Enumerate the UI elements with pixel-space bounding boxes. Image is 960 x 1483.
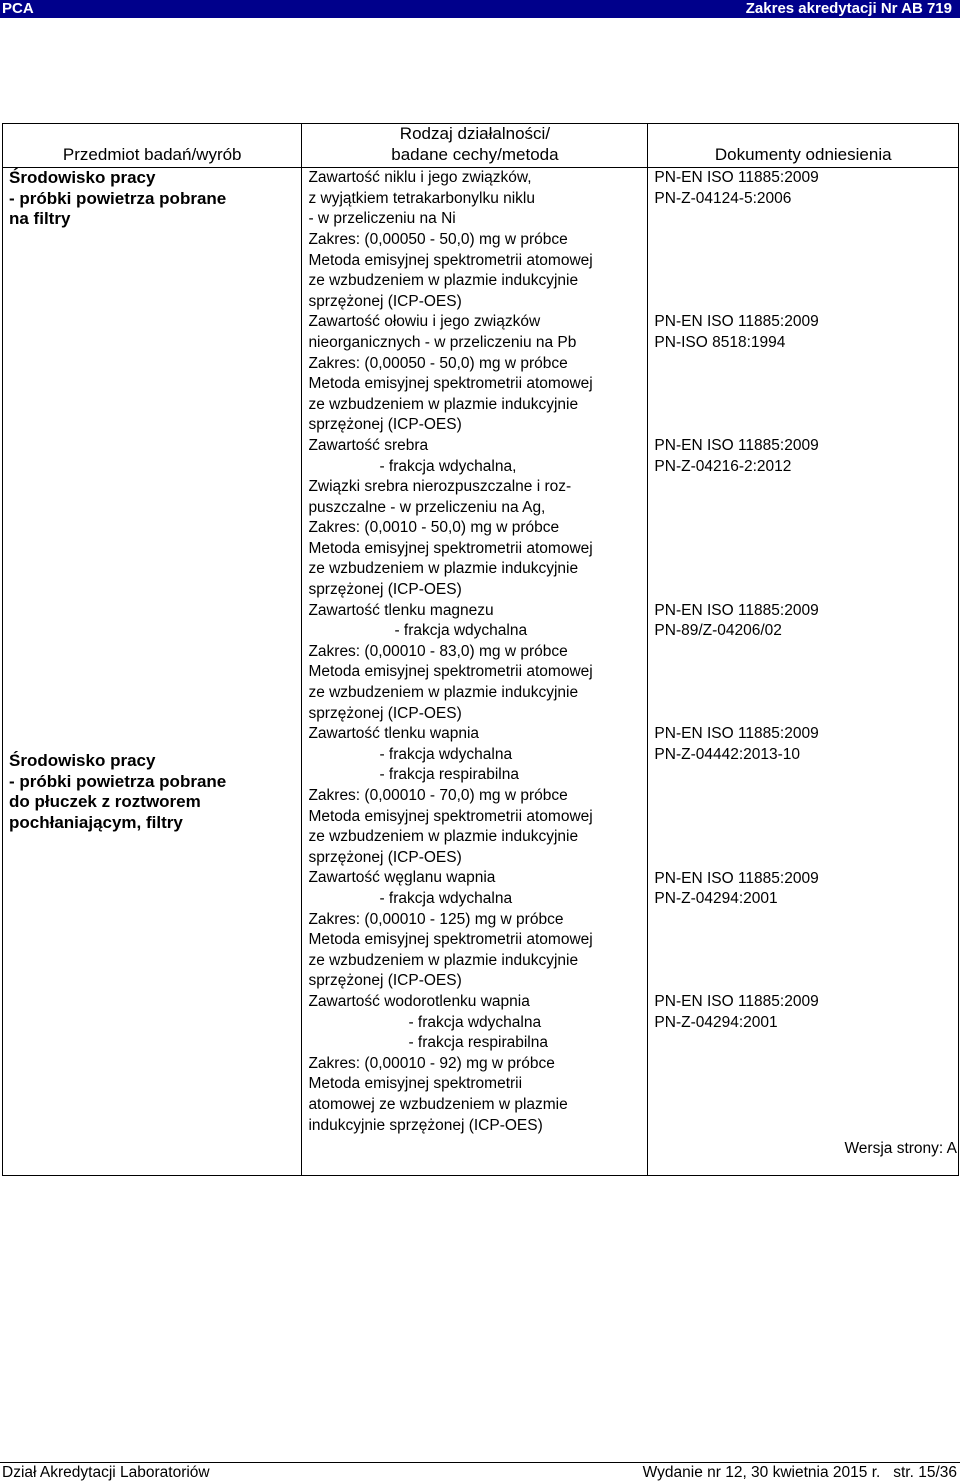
method-line: Zakres: (0,00050 - 50,0) mg w próbce: [308, 230, 568, 248]
footer-edition: Wydanie nr 12, 30 kwietnia 2015 r. str. 15/36: [642, 1464, 957, 1481]
method-line: Metoda emisyjnej spektrometrii: [308, 1075, 523, 1093]
method-line: Metoda emisyjnej spektrometrii atomowej: [308, 251, 593, 269]
method-line: ze wzbudzeniem w plazmie indukcyjnie: [308, 272, 579, 290]
reference-block: [654, 168, 818, 209]
method-line: sprzężonej (ICP-OES): [308, 416, 462, 434]
method-block: [308, 601, 641, 725]
reference-line: PN-EN ISO 11885:2009: [654, 725, 819, 743]
reference-block: [654, 869, 818, 910]
method-line: Zakres: (0,00010 - 70,0) mg w próbce: [308, 787, 568, 804]
method-line: Metoda emisyjnej spektrometrii atomowej: [308, 375, 593, 393]
reference-block: [654, 312, 818, 353]
reference-line: PN-EN ISO 11885:2009: [654, 869, 819, 887]
method-line: - frakcja respirabilna: [379, 766, 519, 784]
method-line: ze wzbudzeniem w plazmie indukcyjnie: [308, 684, 579, 702]
method-line: ze wzbudzeniem w plazmie indukcyjnie: [308, 828, 579, 846]
subject-line: pochłaniającym, filtry: [9, 812, 183, 832]
reference-line: PN-EN ISO 11885:2009: [654, 436, 819, 454]
subject-line: do płuczek z roztworem: [9, 792, 201, 812]
method-line: z wyjątkiem tetrakarbonylku niklu: [308, 189, 535, 207]
method-line: - frakcja wdychalna: [394, 622, 528, 640]
column-header-method: [302, 124, 648, 168]
method-list: [308, 168, 641, 1136]
method-line: - frakcja wdychalna,: [379, 457, 517, 475]
subject-block: [9, 168, 226, 230]
method-block: [308, 868, 641, 992]
method-line: Zakres: (0,00010 - 125) mg w próbce: [308, 910, 564, 928]
page-version: Wersja strony: A: [844, 1140, 957, 1157]
method-line: Metoda emisyjnej spektrometrii atomowej: [308, 539, 593, 557]
method-line: Zawartość ołowiu i jego związków: [308, 313, 541, 331]
method-line: Zawartość tlenku magnezu: [308, 601, 494, 619]
method-line: sprzężonej (ICP-OES): [308, 704, 462, 722]
table-row: [3, 168, 959, 1176]
method-line: Zawartość srebra: [308, 436, 429, 454]
method-block: [308, 992, 641, 1136]
reference-block: [654, 436, 818, 477]
method-line: sprzężonej (ICP-OES): [308, 848, 462, 866]
subject-line: Środowisko pracy: [9, 751, 156, 771]
column-header-subject: Przedmiot badań/wyrób: [3, 124, 302, 168]
subject-cell: [3, 168, 302, 1176]
method-line: sprzężonej (ICP-OES): [308, 292, 462, 310]
method-line: sprzężonej (ICP-OES): [308, 581, 462, 599]
method-line: Zawartość węglanu wapnia: [308, 869, 496, 887]
column-header-references: Dokumenty odniesienia: [648, 124, 959, 168]
reference-block: [654, 992, 818, 1033]
page-footer: [0, 1462, 960, 1483]
reference-block: [654, 601, 818, 642]
reference-line: PN-EN ISO 11885:2009: [654, 601, 819, 619]
method-line: Zakres: (0,00010 - 83,0) mg w próbce: [308, 642, 568, 660]
reference-line: PN-Z-04294:2001: [654, 1013, 778, 1031]
table-header-row: [3, 124, 959, 168]
method-line: Zakres: (0,00010 - 92) mg w próbce: [308, 1054, 555, 1072]
reference-line: PN-Z-04294:2001: [654, 890, 778, 908]
method-line: atomowej ze wzbudzeniem w plazmie: [308, 1095, 568, 1113]
method-line: - frakcja wdychalna: [379, 889, 513, 907]
footer-department: Dział Akredytacji Laboratoriów: [2, 1464, 210, 1481]
method-line: Metoda emisyjnej spektrometrii atomowej: [308, 663, 593, 681]
subject-line: - próbki powietrza pobrane: [9, 188, 227, 208]
method-block: [308, 724, 641, 868]
column-header-method-line2: badane cechy/metoda: [391, 144, 559, 164]
method-line: Metoda emisyjnej spektrometrii atomowej: [308, 931, 593, 949]
method-line: ze wzbudzeniem w plazmie indukcyjnie: [308, 951, 579, 969]
reference-line: PN-EN ISO 11885:2009: [654, 169, 819, 187]
method-line: Zawartość niklu i jego związków,: [308, 169, 532, 187]
reference-line: PN-ISO 8518:1994: [654, 333, 786, 351]
reference-list: [654, 168, 952, 1175]
method-line: ze wzbudzeniem w plazmie indukcyjnie: [308, 395, 579, 413]
reference-line: PN-Z-04216-2:2012: [654, 457, 792, 475]
reference-line: PN-Z-04124-5:2006: [654, 189, 792, 207]
method-line: Związki srebra nierozpuszczalne i roz-: [308, 478, 572, 496]
method-line: sprzężonej (ICP-OES): [308, 972, 462, 990]
method-line: Metoda emisyjnej spektrometrii atomowej: [308, 807, 593, 825]
method-block: [308, 168, 641, 312]
method-line: - frakcja respirabilna: [408, 1034, 548, 1052]
column-header-method-line1: Rodzaj działalności/: [399, 124, 551, 143]
subject-line: Środowisko pracy: [9, 168, 156, 188]
accreditation-table: [2, 123, 959, 1176]
reference-block: [654, 724, 818, 765]
method-block: [308, 436, 641, 601]
method-line: nieorganicznych - w przeliczeniu na Pb: [308, 333, 577, 351]
page-header: [0, 0, 960, 18]
method-line: puszczalne - w przeliczeniu na Ag,: [308, 498, 546, 516]
subject-line: na filtry: [9, 209, 71, 229]
method-line: Zawartość tlenku wapnia: [308, 725, 480, 743]
method-block: [308, 312, 641, 436]
header-org: PCA: [2, 0, 34, 17]
method-line: - frakcja wdychalna: [379, 745, 513, 763]
reference-line: PN-EN ISO 11885:2009: [654, 993, 819, 1011]
method-line: Zawartość wodorotlenku wapnia: [308, 992, 530, 1010]
method-line: ze wzbudzeniem w plazmie indukcyjnie: [308, 560, 579, 578]
subject-list: [9, 168, 295, 1175]
method-line: Zakres: (0,00050 - 50,0) mg w próbce: [308, 354, 568, 372]
method-line: - w przeliczeniu na Ni: [308, 210, 456, 228]
subject-block: [9, 751, 226, 833]
subject-line: - próbki powietrza pobrane: [9, 771, 227, 791]
reference-cell: [648, 168, 959, 1176]
reference-line: PN-89/Z-04206/02: [654, 622, 782, 640]
reference-line: PN-Z-04442:2013-10: [654, 745, 801, 763]
method-line: Zakres: (0,0010 - 50,0) mg w próbce: [308, 519, 560, 537]
header-doc-title: Zakres akredytacji Nr AB 719: [745, 0, 952, 17]
reference-line: PN-EN ISO 11885:2009: [654, 313, 819, 331]
method-line: - frakcja wdychalna: [408, 1013, 542, 1031]
method-line: indukcyjnie sprzężonej (ICP-OES): [308, 1116, 543, 1134]
method-cell: [302, 168, 648, 1176]
